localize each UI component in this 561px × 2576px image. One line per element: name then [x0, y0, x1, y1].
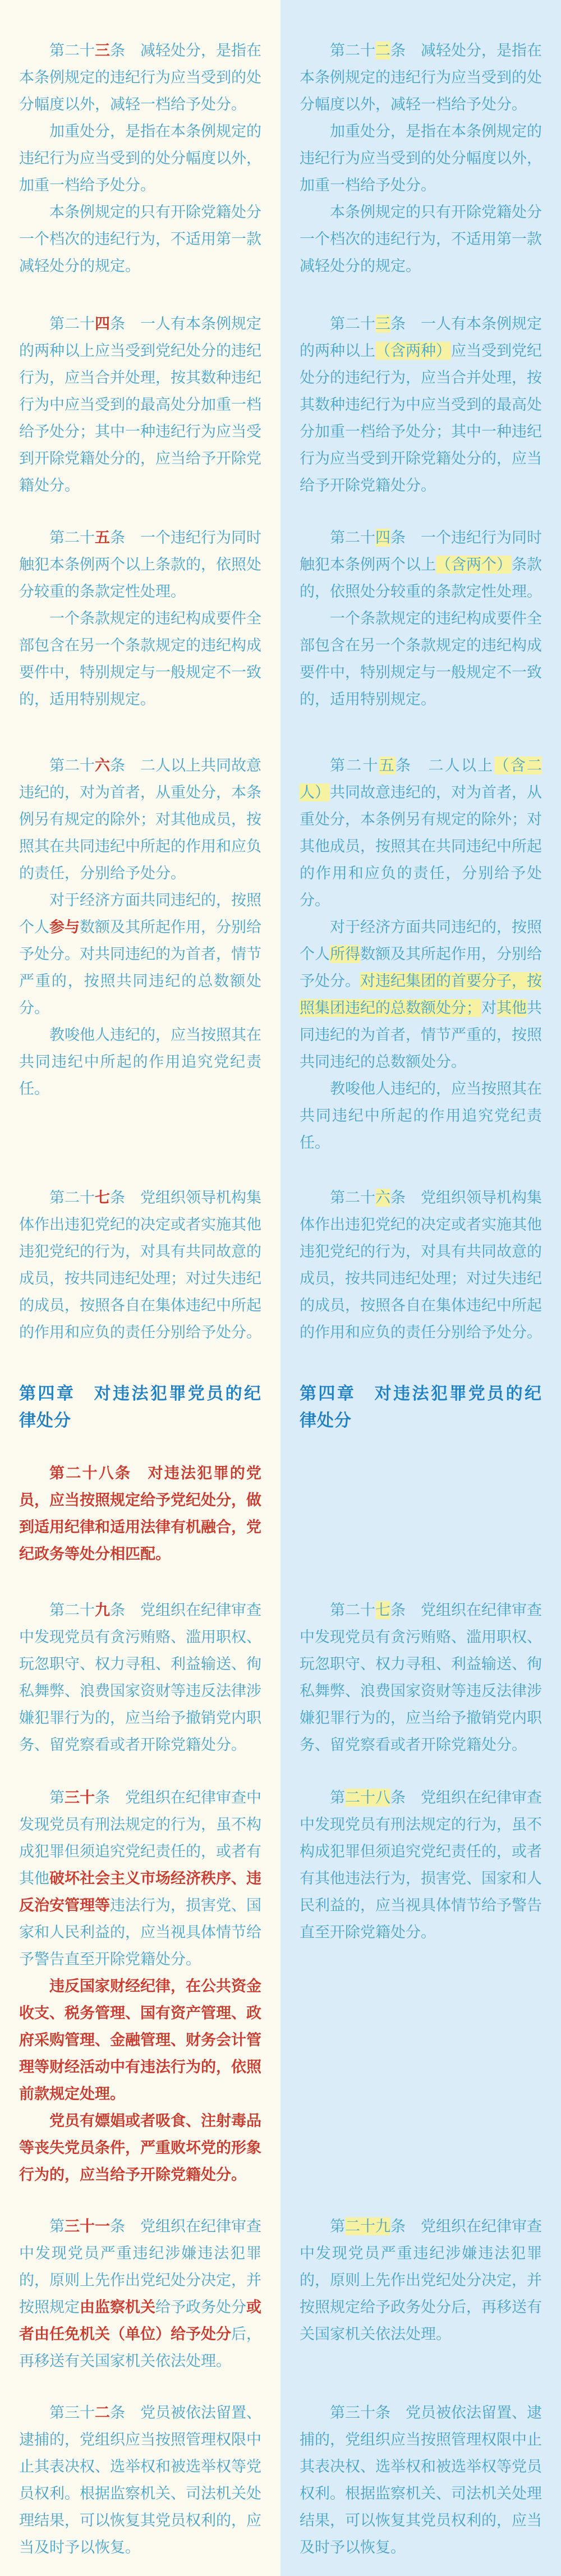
article-paragraph — [19, 2213, 261, 2375]
regulation-text: 对于经济方面共同违纪的，按照个人 — [19, 892, 261, 936]
article-row — [0, 1381, 561, 1434]
revision-text: 二 — [95, 2404, 110, 2421]
revised-article-cell — [0, 310, 280, 499]
article-paragraph — [300, 2213, 542, 2348]
revised-article-cell — [0, 1381, 280, 1434]
highlighted-text: 其他 — [496, 1000, 527, 1016]
highlighted-text: （含两个） — [436, 556, 512, 573]
revision-text: 破坏社会主义市场经济秩序、违反治安管理等 — [19, 1870, 261, 1914]
article-paragraph — [300, 37, 542, 118]
article-paragraph — [19, 605, 261, 713]
regulation-text: 给予政务处分 — [155, 2299, 246, 2316]
revision-text: 三十一 — [65, 2218, 110, 2235]
regulation-text: 第三十 — [49, 2404, 95, 2421]
regulation-text: 条 党组织在纪律审查中发现党员有刑法规定的行为，虽不构成犯罪但须追究党纪责任的，或者有其他违法行为，损害党、国家和人民利益的，应当视具体情节给予警告直至开除党籍处分。 — [300, 1789, 542, 1941]
regulation-text: 共同故意违纪的，对为首者，从重处分，本条例另有规定的除外；对其他成员，按照其在共同违纪中所起的作用和应负的责任，分别给予处分。 — [300, 784, 542, 909]
revised-article-cell — [0, 1784, 280, 2188]
regulation-text: 加重处分，是指在本条例规定的违纪行为应当受到的处分幅度以外，加重一档给予处分。 — [300, 123, 542, 194]
article-row — [0, 2213, 561, 2375]
article-paragraph — [300, 118, 542, 199]
article-paragraph — [19, 1784, 261, 1973]
regulation-text: 第二十 — [330, 315, 375, 332]
revised-article-cell — [0, 2213, 280, 2375]
revision-text: 四 — [95, 315, 110, 332]
regulation-text: 条 党组织在纪律审查中发现党员严重违纪涉嫌违法犯罪的，原则上先作出党纪处分决定，并按照规定给予政务处分后，再移送有关国家机关依法处理。 — [300, 2218, 542, 2343]
regulation-text: 第二十 — [330, 529, 375, 546]
revised-article-cell — [0, 1184, 280, 1346]
regulation-text: 第二十 — [330, 1189, 375, 1206]
regulation-text: 条 党组织在纪律审查中发现党员有刑法规定的行为，虽不构成犯罪但须追究党纪责任的，或者有其他 — [19, 1789, 261, 1887]
highlighted-text: 所得 — [330, 946, 360, 962]
original-article-cell — [280, 1184, 561, 1346]
regulation-text: 一个条款规定的违纪构成要件全部包含在另一个条款规定的违纪构成要件中，特别规定与一般规定不一致的，适用特别规定。 — [19, 610, 261, 708]
regulation-text: 对于经济方面共同违纪的，按照个人 — [300, 919, 542, 962]
article-paragraph — [19, 1597, 261, 1758]
regulation-text: 条 减轻处分，是指在本条例规定的违纪行为应当受到的处分幅度以外，减轻一档给予处分。 — [19, 42, 261, 113]
article-paragraph — [19, 2399, 261, 2561]
article-paragraph — [19, 1184, 261, 1346]
article-paragraph — [300, 1075, 542, 1156]
regulation-text: 第二十 — [49, 42, 95, 59]
revised-article-cell — [0, 2399, 280, 2561]
regulation-text: 条 一个违纪行为同时触犯本条例两个以上条款的，依照处分较重的条款定性处理。 — [19, 529, 261, 600]
regulation-text: 条款的，依照处分较重的条款定性处理。 — [300, 556, 542, 600]
regulation-text: 第 — [330, 2218, 345, 2235]
regulation-text: 第 — [49, 2218, 65, 2235]
article-paragraph — [300, 1597, 542, 1758]
regulation-text: 条 党组织在纪律审查中发现党员严重违纪涉嫌违法犯罪的，原则上先作出党纪处分决定，并按照规定 — [19, 2218, 261, 2316]
regulation-text: 本条例规定的只有开除党籍处分一个档次的违纪行为，不适用第一款减轻处分的规定。 — [19, 204, 261, 274]
original-article-cell — [280, 1784, 561, 1946]
original-article-cell — [280, 1381, 561, 1434]
regulation-text: 第 — [49, 1789, 65, 1806]
highlighted-text: 二 — [375, 42, 390, 59]
regulation-text: 条 一人有本条例规定的两种以上应当受到党纪处分的违纪行为，应当合并处理，按其数种违纪行为中应当受到的最高处分加重一档给予处分；其中一种违纪行为应当受到开除党籍处分的，应当给予开除党籍处分。 — [19, 315, 261, 494]
regulation-text: 第二十 — [49, 1602, 95, 1619]
highlighted-text: 二十九 — [345, 2218, 390, 2235]
regulation-text: 加重处分，是指在本条例规定的违纪行为应当受到的处分幅度以外，加重一档给予处分。 — [19, 123, 261, 194]
article-paragraph — [19, 37, 261, 118]
original-article-cell — [280, 310, 561, 499]
article-paragraph — [19, 752, 261, 887]
article-paragraph — [19, 310, 261, 499]
original-article-cell — [280, 752, 561, 1156]
article-paragraph — [300, 1784, 542, 1946]
article-row — [0, 1597, 561, 1758]
article-paragraph — [300, 605, 542, 713]
article-row — [0, 2399, 561, 2561]
highlighted-text: 二十八 — [345, 1789, 390, 1806]
regulation-text: 第二十 — [330, 757, 379, 774]
regulation-text: 条 一个违纪行为同时触犯本条例两个以上 — [300, 529, 542, 573]
article-paragraph — [19, 199, 261, 279]
regulation-text: 第二十 — [49, 315, 95, 332]
article-row — [0, 1784, 561, 2188]
regulation-text: 数额及其所起作用，分别给予处分。 — [300, 946, 542, 989]
regulation-text: 第 — [330, 1789, 345, 1806]
article-row — [0, 1184, 561, 1346]
article-paragraph — [300, 199, 542, 279]
regulation-text: 违法行为，损害党、国家和人民利益的，应当视具体情节给予警告直至开除党籍处分。 — [19, 1897, 261, 1968]
regulation-text: 条 减轻处分，是指在本条例规定的违纪行为应当受到的处分幅度以外，减轻一档给予处分。 — [300, 42, 542, 113]
highlighted-text: 七 — [375, 1602, 390, 1619]
regulation-text: 条 党组织在纪律审查中发现党员有贪污贿赂、滥用职权、玩忽职守、权力寻租、利益输送、徇私舞弊、浪费国家资财等违反法律涉嫌犯罪行为的，应当给予撤销党内职务、留党察看或者开除党籍处分。 — [19, 1602, 261, 1753]
regulation-text: 应当受到党纪处分的违纪行为，应当合并处理，按其数种违纪行为中应当受到的最高处分加重一档给予处分；其中一种违纪行为应当受到开除党籍处分的，应当给予开除党籍处分。 — [300, 342, 542, 494]
revision-text: 参与 — [49, 919, 80, 936]
revision-text: 九 — [95, 1602, 110, 1619]
regulation-text: 本条例规定的只有开除党籍处分一个档次的违纪行为，不适用第一款减轻处分的规定。 — [300, 204, 542, 274]
revised-article-cell — [0, 752, 280, 1102]
article-paragraph — [300, 2399, 542, 2561]
original-article-cell — [280, 1597, 561, 1758]
chapter-heading — [300, 1381, 542, 1434]
revised-article-cell — [0, 1597, 280, 1758]
revision-text: 或者由任免机关（单位）给予处分 — [19, 2299, 261, 2343]
highlighted-text: 五 — [379, 757, 396, 774]
regulation-text: 第二十 — [49, 757, 95, 774]
regulation-text: 第二十 — [330, 1602, 375, 1619]
revision-text: 由监察机关 — [80, 2299, 155, 2316]
article-paragraph — [300, 524, 542, 605]
regulation-text: 条 一人有本条例规定的两种以上 — [300, 315, 542, 359]
regulation-text: 第二十八条 对违法犯罪的党员，应当按照规定给予党纪处分，做到适用纪律和适用法律有机融合，党纪政务等处分相匹配。 — [19, 1465, 261, 1562]
highlighted-text: （含二人） — [300, 757, 542, 801]
article-paragraph — [300, 752, 542, 914]
regulation-text: 教唆他人违纪的，应当按照其在共同违纪中所起的作用追究党纪责任。 — [19, 1026, 261, 1097]
regulation-text: 第二十 — [49, 1189, 95, 1206]
new-article-paragraph — [19, 2107, 261, 2188]
article-paragraph — [300, 914, 542, 1075]
article-row — [0, 310, 561, 499]
original-article-cell — [280, 2399, 561, 2561]
highlighted-text: 三 — [375, 315, 390, 332]
article-paragraph — [19, 1021, 261, 1102]
highlighted-text: 六 — [375, 1189, 390, 1206]
highlighted-text: 对违纪集团的首要分子，按照集团违纪的总数额处分； — [300, 973, 542, 1016]
revision-text: 五 — [95, 529, 110, 546]
regulation-text: 第二十 — [330, 42, 375, 59]
article-row — [0, 524, 561, 713]
revision-text: 三十 — [65, 1789, 95, 1806]
article-paragraph — [300, 1184, 542, 1346]
new-article-paragraph — [19, 1973, 261, 2107]
original-article-cell — [280, 524, 561, 713]
regulation-text: 后，再移送有关国家机关依法处理。 — [19, 2326, 261, 2369]
highlighted-text: 四 — [375, 529, 390, 546]
regulation-text: 条 党组织领导机构集体作出违犯党纪的决定或者实施其他违犯党纪的行为，对具有共同故意的成员，按共同违纪处理；对过失违纪的成员，按照各自在集体违纪中所起的作用和应负的责任分别给予处分。 — [300, 1189, 542, 1341]
regulation-text: 第四章 对违法犯罪党员的纪律处分 — [19, 1385, 261, 1430]
original-article-cell — [280, 2213, 561, 2348]
regulation-text: 违反国家财经纪律，在公共资金收支、税务管理、国有资产管理、政府采购管理、金融管理、财务会计管理等财经活动中有违法行为的，依照前款规定处理。 — [19, 1978, 261, 2102]
regulation-text: 教唆他人违纪的，应当按照其在共同违纪中所起的作用追究党纪责任。 — [300, 1080, 542, 1151]
revised-article-cell — [0, 1460, 280, 1567]
regulation-text: 条 党员被依法留置、逮捕的，党组织应当按照管理权限中止其表决权、选举权和被选举权等党员权利。根据监察机关、司法机关处理结果，可以恢复其党员权利的，应当及时予以恢复。 — [19, 2404, 261, 2556]
regulation-text: 第二十 — [49, 529, 95, 546]
article-paragraph — [300, 310, 542, 499]
revision-text: 三 — [95, 42, 110, 59]
revised-article-cell — [0, 524, 280, 713]
article-paragraph — [19, 524, 261, 605]
regulation-text: 第三十条 党员被依法留置、逮捕的，党组织应当按照管理权限中止其表决权、选举权和被选举权等党员权利。根据监察机关、司法机关处理结果，可以恢复其党员权利的，应当及时予以恢复。 — [300, 2404, 542, 2556]
regulation-text: 条 二人以上共同故意违纪的，对为首者，从重处分，本条例另有规定的除外；对其他成员，按照其在共同违纪中所起的作用和应负的责任，分别给予处分。 — [19, 757, 261, 882]
regulation-text: 条 二人以上 — [396, 757, 494, 774]
revision-text: 六 — [95, 757, 110, 774]
regulation-text: 党员有嫖娼或者吸食、注射毒品等丧失党员条件，严重败坏党的形象行为的，应当给予开除党籍处分。 — [19, 2112, 261, 2183]
article-row — [0, 37, 561, 279]
revised-article-cell — [0, 37, 280, 279]
article-paragraph — [19, 118, 261, 199]
regulation-text: 共同违纪的为首者，情节严重的，按照共同违纪的总数额处分。 — [300, 1000, 542, 1070]
article-row — [0, 752, 561, 1156]
regulation-text: 对 — [481, 1000, 496, 1016]
regulation-text: 一个条款规定的违纪构成要件全部包含在另一个条款规定的违纪构成要件中，特别规定与一般规定不一致的，适用特别规定。 — [300, 610, 542, 708]
article-row — [0, 1460, 561, 1567]
regulation-text: 条 党组织领导机构集体作出违犯党纪的决定或者实施其他违犯党纪的行为，对具有共同故意的成员，按共同违纪处理；对过失违纪的成员，按照各自在集体违纪中所起的作用和应负的责任分别给予处分。 — [19, 1189, 261, 1341]
article-paragraph — [19, 887, 261, 1021]
regulation-text: 数额及其所起作用，分别给予处分。对共同违纪的为首者，情节严重的，按照共同违纪的总数额处分。 — [19, 919, 261, 1016]
original-article-cell — [280, 37, 561, 279]
regulation-text: 第四章 对违法犯罪党员的纪律处分 — [300, 1385, 542, 1430]
highlighted-text: （含两种） — [375, 342, 451, 359]
regulation-text: 条 党组织在纪律审查中发现党员有贪污贿赂、滥用职权、玩忽职守、权力寻租、利益输送、徇私舞弊、浪费国家资财等违反法律涉嫌犯罪行为的，应当给予撤销党内职务、留党察看或者开除党籍处分。 — [300, 1602, 542, 1753]
revision-text: 七 — [95, 1189, 110, 1206]
chapter-heading — [19, 1381, 261, 1434]
new-article-paragraph — [19, 1460, 261, 1567]
